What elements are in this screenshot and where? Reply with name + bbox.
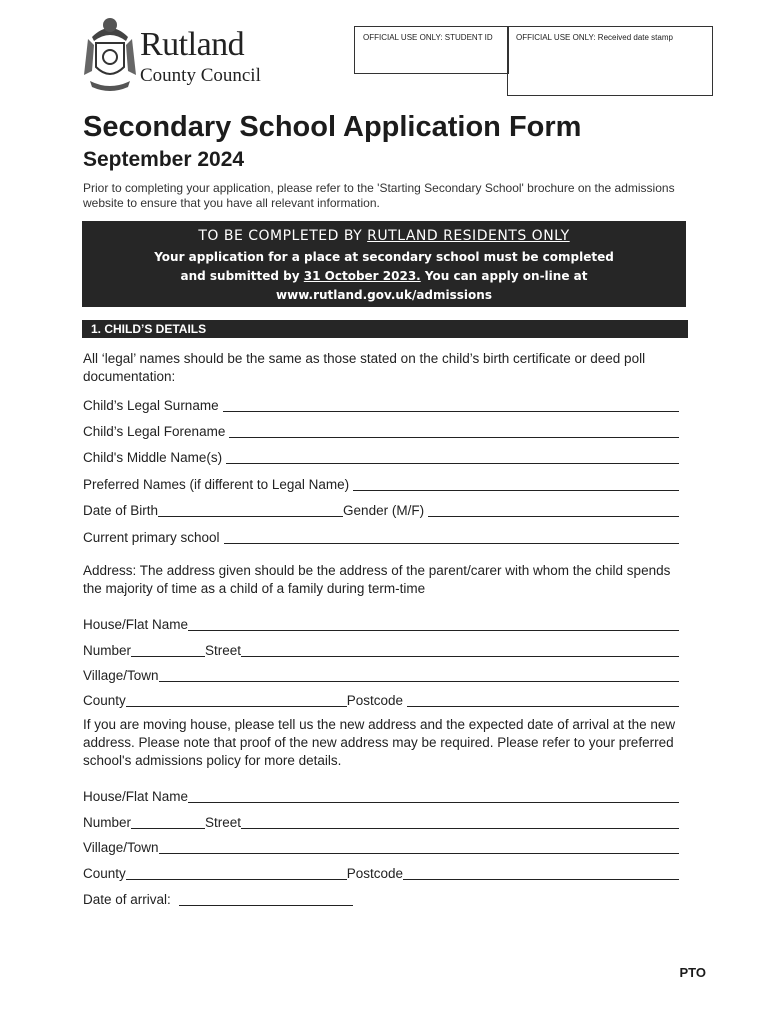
new-postcode-label: Postcode (346, 866, 404, 881)
surname-field[interactable] (83, 395, 679, 413)
official-stamp-label: OFFICIAL USE ONLY: Received date stamp (516, 33, 673, 42)
new-village-label: Village/Town (83, 840, 159, 855)
council-crest-logo (82, 15, 138, 93)
please-turn-over: PTO (679, 965, 706, 980)
banner-admissions-url[interactable]: www.rutland.gov.uk/admissions (276, 288, 492, 302)
middle-name-input-line[interactable] (226, 449, 679, 464)
county-label: County (83, 693, 126, 708)
street-label: Street (205, 643, 242, 658)
new-postcode-input-line[interactable] (403, 865, 679, 880)
preferred-name-field[interactable] (83, 474, 679, 492)
new-house-name-input-line[interactable] (188, 788, 679, 803)
surname-label: Child’s Legal Surname (83, 398, 219, 413)
banner-line-1-underlined: RUTLAND RESIDENTS ONLY (367, 228, 570, 244)
preferred-name-input-line[interactable] (353, 476, 679, 491)
new-county-input-line[interactable] (126, 865, 347, 880)
primary-school-input-line[interactable] (224, 529, 679, 544)
dob-gender-row (83, 500, 679, 518)
arrival-date-label: Date of arrival: (83, 892, 171, 907)
council-name: Rutland (140, 26, 245, 63)
forename-input-line[interactable] (229, 423, 679, 438)
house-name-input-line[interactable] (188, 616, 679, 631)
arrival-date-input-line[interactable] (179, 891, 353, 906)
new-number-input-line[interactable] (131, 814, 205, 829)
new-county-label: County (83, 866, 126, 881)
number-label: Number (83, 643, 132, 658)
official-stamp-box (507, 26, 713, 96)
new-village-field[interactable] (83, 837, 679, 855)
new-house-name-label: House/Flat Name (83, 789, 189, 804)
banner-line-1-prefix: TO BE COMPLETED BY (198, 228, 368, 244)
primary-school-field[interactable] (83, 527, 679, 545)
village-field[interactable] (83, 665, 679, 683)
preferred-name-label: Preferred Names (if different to Legal Name) (83, 477, 350, 492)
section-divider (82, 337, 688, 338)
official-student-id-box (354, 26, 509, 74)
official-student-id-label: OFFICIAL USE ONLY: STUDENT ID (363, 33, 493, 42)
house-name-label: House/Flat Name (83, 617, 189, 632)
intro-text: Prior to completing your application, please refer to the 'Starting Secondary School' brochure on the admissions website to ensure that you have all relevant information. (83, 181, 675, 210)
council-subtitle: County Council (140, 65, 261, 86)
arrival-date-field[interactable] (83, 889, 353, 907)
gender-input-line[interactable] (428, 502, 679, 517)
page-title: Secondary School Application Form (83, 111, 582, 143)
address-note: Address: The address given should be the address of the parent/carer with whom the child spends the majority of time as a child of a family during term-time (83, 563, 671, 596)
new-village-input-line[interactable] (159, 839, 679, 854)
primary-school-label: Current primary school (83, 530, 220, 545)
county-input-line[interactable] (126, 692, 347, 707)
village-input-line[interactable] (159, 667, 679, 682)
new-street-input-line[interactable] (241, 814, 679, 829)
new-number-label: Number (83, 815, 132, 830)
middle-name-label: Child's Middle Name(s) (83, 450, 223, 465)
moving-house-note: If you are moving house, please tell us the new address and the expected date of arrival at the new address. Please note that proof of the new address may be required. Please refer to your preferred school's admissions policy for more details. (83, 717, 676, 768)
postcode-label: Postcode (346, 693, 404, 708)
number-street-row (83, 640, 679, 658)
house-name-field[interactable] (83, 614, 679, 632)
dob-label: Date of Birth (83, 503, 159, 518)
banner-line-3-suffix: You can apply on-line at (420, 269, 588, 283)
postcode-input-line[interactable] (407, 692, 679, 707)
page-subtitle: September 2024 (83, 148, 245, 171)
banner-line-3-prefix: and submitted by (180, 269, 304, 283)
banner-line-2: Your application for a place at secondary school must be completed (154, 250, 614, 264)
county-postcode-row (83, 690, 679, 708)
residents-banner (82, 221, 686, 307)
banner-line-3 (82, 269, 686, 283)
section-childs-details-heading (82, 320, 688, 337)
banner-line-1 (82, 228, 686, 244)
street-input-line[interactable] (241, 642, 679, 657)
middle-name-field[interactable] (83, 447, 679, 465)
number-input-line[interactable] (131, 642, 205, 657)
new-street-label: Street (205, 815, 242, 830)
forename-field[interactable] (83, 421, 679, 439)
village-label: Village/Town (83, 668, 159, 683)
surname-input-line[interactable] (223, 397, 679, 412)
section-heading-label: 1. CHILD’S DETAILS (91, 322, 207, 336)
new-number-street-row (83, 812, 679, 830)
gender-label: Gender (M/F) (343, 503, 425, 518)
new-house-name-field[interactable] (83, 786, 679, 804)
new-county-postcode-row (83, 863, 679, 881)
legal-names-note: All ‘legal’ names should be the same as those stated on the child’s birth certificate or deed poll documentation: (83, 351, 646, 384)
banner-deadline: 31 October 2023. (303, 269, 421, 283)
forename-label: Child’s Legal Forename (83, 424, 226, 439)
dob-input-line[interactable] (158, 502, 343, 517)
